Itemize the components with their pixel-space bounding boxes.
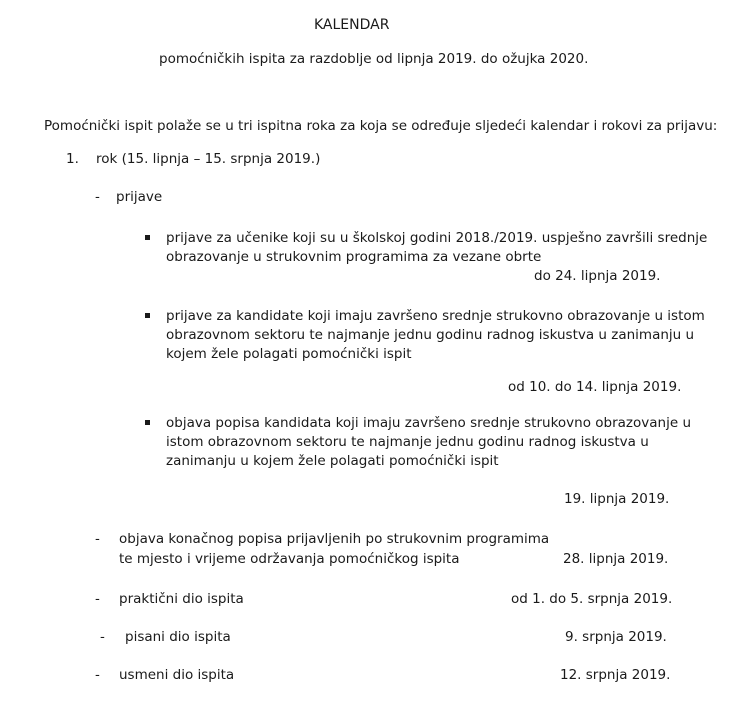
- item-1-line-2: obrazovanje u strukovnim programima za vezane obrte: [166, 249, 542, 265]
- item-1-line-1: prijave za učenike koji su u školskoj godini 2018./2019. uspješno završili srednje: [166, 230, 708, 246]
- item-2-line-1: prijave za kandidate koji imaju završeno srednje strukovno obrazovanje u istom: [166, 308, 705, 324]
- bullet-marker: [145, 235, 150, 240]
- practical-exam-label: praktični dio ispita: [119, 591, 244, 607]
- bullet-marker: [145, 313, 150, 318]
- final-list-line-1: objava konačnog popisa prijavljenih po strukovnim programima: [119, 531, 550, 547]
- oral-exam-label: usmeni dio ispita: [119, 667, 235, 683]
- oral-exam-date: 12. srpnja 2019.: [560, 667, 671, 683]
- item-1-date: do 24. lipnja 2019.: [534, 268, 661, 284]
- dash-marker: -: [95, 591, 100, 607]
- item-3-line-3: zanimanju u kojem žele polagati pomoćnički ispit: [166, 453, 499, 469]
- item-2-line-2: obrazovnom sektoru te najmanje jednu godinu radnog iskustva u zanimanju u: [166, 327, 695, 343]
- term-number: 1.: [66, 151, 79, 167]
- final-list-line-2: te mjesto i vrijeme održavanja pomoćničkog ispita: [119, 551, 460, 567]
- document-subtitle: pomoćničkih ispita za razdoblje od lipnja 2019. do ožujka 2020.: [159, 51, 589, 67]
- dash-marker: -: [100, 629, 105, 645]
- term-label: rok (15. lipnja – 15. srpnja 2019.): [96, 151, 321, 167]
- bullet-marker: [145, 420, 150, 425]
- item-3-line-1: objava popisa kandidata koji imaju završeno srednje strukovno obrazovanje u: [166, 415, 691, 431]
- item-2-date: od 10. do 14. lipnja 2019.: [508, 379, 682, 395]
- practical-exam-date: od 1. do 5. srpnja 2019.: [511, 591, 673, 607]
- written-exam-label: pisani dio ispita: [125, 629, 231, 645]
- dash-marker: -: [95, 667, 100, 683]
- prijave-heading: prijave: [116, 189, 163, 205]
- dash-marker: -: [95, 189, 100, 205]
- dash-marker: -: [95, 531, 100, 547]
- document-title: KALENDAR: [314, 17, 390, 33]
- written-exam-date: 9. srpnja 2019.: [565, 629, 667, 645]
- final-list-date: 28. lipnja 2019.: [563, 551, 669, 567]
- item-3-date: 19. lipnja 2019.: [564, 491, 670, 507]
- intro-paragraph: Pomoćnički ispit polaže se u tri ispitna roka za koja se određuje sljedeći kalendar i rokovi za prijavu:: [44, 118, 718, 134]
- item-2-line-3: kojem žele polagati pomoćnički ispit: [166, 346, 412, 362]
- item-3-line-2: istom obrazovnom sektoru te najmanje jednu godinu radnog iskustva u: [166, 434, 649, 450]
